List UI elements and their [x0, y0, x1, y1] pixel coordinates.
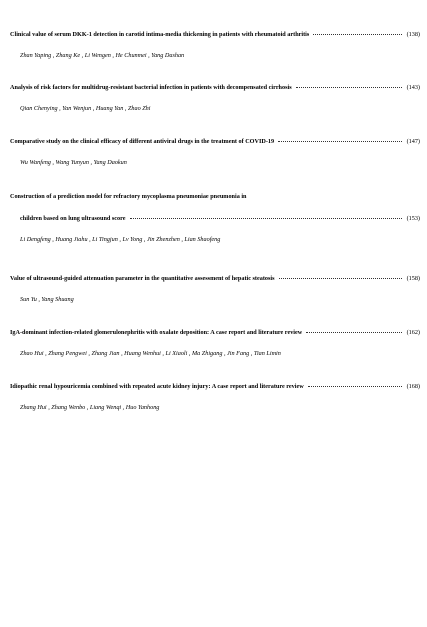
toc-title-line [10, 275, 420, 283]
toc-entry[interactable] [10, 329, 420, 358]
article-authors: Sun Yu , Yang Shuang [20, 296, 74, 303]
toc-title-line [10, 329, 420, 337]
dot-leader [313, 34, 401, 35]
article-title-line-2: children based on lung ultrasound score [20, 215, 126, 222]
page-number: (153) [406, 215, 420, 222]
dot-leader [130, 218, 402, 219]
toc-entry[interactable] [10, 383, 420, 412]
toc-title-line [10, 31, 420, 39]
dot-leader [308, 386, 402, 387]
page-number: (158) [406, 275, 420, 282]
article-title: Analysis of risk factors for multidrug-resistant bacterial infection in patients with decompensated cirrhosis [10, 84, 292, 91]
toc-title-line [10, 138, 420, 146]
article-authors: Wu Wanfeng , Wang Yunyun , Yang Daokun [20, 159, 127, 166]
article-title: Value of ultrasound-guided attenuation parameter in the quantitative assessment of hepatic steatosis [10, 275, 275, 282]
article-authors: Zhan Yaping , Zhang Ke , Li Wengen , He Chunmei , Yang Dashan [20, 52, 185, 59]
page-number: (143) [406, 84, 420, 91]
article-title: IgA-dominant infection-related glomerulonephritis with oxalate deposition: A case report and literature review [10, 329, 303, 336]
dot-leader [278, 141, 402, 142]
toc-title-line [10, 383, 420, 391]
toc-title-line [10, 84, 420, 92]
page-number: (162) [406, 329, 420, 336]
article-authors: Li Dengfeng , Huang Jiahu , Li Tingjun , Lv Yong , Jin Zhenzhen , Lian Shaofeng [20, 236, 221, 243]
toc-entry[interactable] [10, 275, 420, 304]
dot-leader [279, 278, 402, 279]
toc-entry[interactable] [10, 84, 420, 113]
toc-entry[interactable] [10, 193, 420, 244]
page-number: (168) [406, 383, 420, 390]
article-title: Comparative study on the clinical efficacy of different antiviral drugs in the treatment of COVID-19 [10, 138, 275, 145]
article-authors: Zhao Hui , Zhang Pengwei , Zhang Jian , Huang Wenhui , Li Xiaoli , Ma Zhigang , Jin Fang , Tian Limin [20, 350, 281, 357]
article-title: Idiopathic renal hypouricemia combined with repeated acute kidney injury: A case report and literature review [10, 383, 304, 390]
toc-entry[interactable] [10, 138, 420, 167]
article-title-line-1: Construction of a prediction model for refractory mycoplasma pneumoniae pneumonia in [10, 193, 247, 200]
toc-entry[interactable] [10, 31, 420, 60]
dot-leader [306, 332, 401, 333]
toc-title-line [20, 215, 420, 223]
article-authors: Zhang Hui , Zhang Wenbo , Liang Wenqi , Huo Yanhong [20, 404, 160, 411]
dot-leader [296, 87, 402, 88]
page-number: (138) [406, 31, 420, 38]
article-title: Clinical value of serum DKK-1 detection in carotid intima-media thickening in patients with rheumatoid arthritis [10, 31, 310, 38]
article-authors: Qian Chenying , Yan Wenjun , Huang Yan , Zhao Zhi [20, 105, 151, 112]
page-number: (147) [406, 138, 420, 145]
